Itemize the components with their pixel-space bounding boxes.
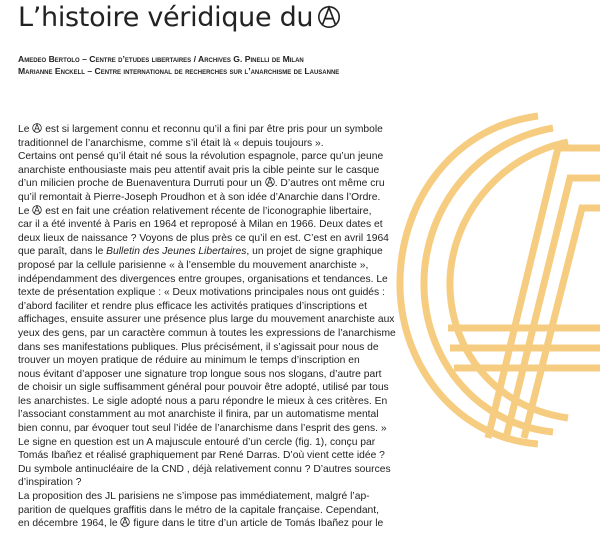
text-line: [18, 504, 600, 518]
text-line: [18, 123, 600, 137]
text-segment: Le: [18, 205, 33, 217]
text-segment: Le signe en question est un A majuscule entouré d’un cercle (fig. 1), conçu par: [18, 436, 376, 448]
text-segment: deux lieux de naissance ? Voyons de plus près ce qu’il en est. C’est en avril 1964: [18, 232, 389, 244]
circled-a-icon: [317, 5, 341, 29]
text-line: [18, 354, 600, 368]
text-segment: . D’autres ont même cru: [274, 178, 385, 190]
text-line: [18, 436, 600, 450]
text-segment: Du symbole antinucléaire de la CND , déjà relativement connu ? D’autres sources: [18, 463, 391, 475]
text-line: [18, 341, 600, 355]
text-segment: de choisir un sigle suffisamment général pour pouvoir être adopté, utilisé par tous: [18, 382, 389, 394]
text-segment: dans ses manifestations publiques. Plus précisément, il s’agissait pour nous de: [18, 341, 379, 353]
text-segment: anarchiste enthousiaste mais peu attentif avait pris la cible peinte sur le casque: [18, 164, 380, 176]
text-segment: affichages, ensuite assurer une présence plus large du mouvement anarchiste aux: [18, 314, 395, 326]
text-line: [18, 177, 600, 191]
author-line-1: Amedeo Bertolo – Centre d’etudes libertaires / Archives G. Pinelli de Milan: [18, 54, 304, 64]
text-segment: d’abord faciliter et rendre plus efficace les activités pratiques d’inscriptions et: [18, 300, 367, 312]
text-line: [18, 245, 600, 259]
text-line: [18, 327, 600, 341]
text-segment: bien connu, par évoquer tout seul l’idée de l’anarchisme dans l’esprit des gens. »: [18, 423, 387, 435]
text-segment: car il a été inventé à Paris en 1964 et reproposé à Milan en 1966. Deux dates et: [18, 219, 383, 231]
text-line: [18, 218, 600, 232]
text-line: [18, 164, 600, 178]
text-line: [18, 368, 600, 382]
text-segment: l’associant constamment au mot anarchiste il finira, par un automatisme mental: [18, 409, 379, 421]
circled-a-inline-icon: [120, 517, 130, 527]
text-segment: figure dans le titre d’un article de Tomás Ibañez pour le: [130, 518, 384, 530]
text-segment: nous évitant d’apposer une signature trop longue sous nos slogans, d’autre part: [18, 368, 382, 380]
text-line: [18, 300, 600, 314]
text-segment: trouver un moyen pratique de réduire au minimum le temps d’inscription en: [18, 355, 360, 367]
italic-title: Bulletin des Jeunes Libertaires: [106, 246, 247, 258]
text-segment: La proposition des JL parisiens ne s’impose pas immédiatement, malgré l’ap-: [18, 491, 370, 503]
text-line: [18, 273, 600, 287]
text-segment: traditionnel de l’anarchisme, comme s’il était là « depuis toujours ».: [18, 137, 324, 149]
text-line: [18, 422, 600, 436]
circled-a-inline-icon: [32, 205, 42, 215]
text-segment: proposé par la cellule parisienne « à l’ensemble du mouvement anarchiste »,: [18, 259, 369, 271]
text-segment: Le: [18, 124, 33, 135]
text-segment: d’un milicien proche de Buenaventura Durruti pour un: [18, 178, 265, 190]
text-segment: qu’il remontait à Pierre-Joseph Proudhon et à son idée d’Anarchie dans l’Ordre.: [18, 191, 381, 203]
title-text: L’histoire véridique du: [18, 2, 314, 33]
text-line: [18, 286, 600, 300]
text-line: [18, 313, 600, 327]
text-segment: indépendamment des divergences entre groupes, organisations et tendances. Le: [18, 273, 388, 285]
article-body: [18, 123, 600, 531]
text-line: [18, 381, 600, 395]
text-line: [18, 517, 600, 531]
authors-block: [18, 53, 339, 77]
text-segment: les anarchistes. Le sigle adopté nous a paru répondre le mieux à ces critères. En: [18, 395, 388, 407]
text-segment: texte de présentation explique : « Deux motivations principales nous ont guidés :: [18, 287, 385, 299]
text-segment: est si largement connu et reconnu qu’il a fini par être pris pour un symbole: [42, 124, 383, 135]
text-line: [18, 259, 600, 273]
author-line-2: Marianne Enckell – Centre international de recherches sur l’anarchisme de Lausanne: [18, 66, 340, 76]
text-segment: d’inspiration ?: [18, 477, 82, 489]
text-line: [18, 408, 600, 422]
text-segment: est en fait une création relativement récente de l’iconographie libertaire,: [42, 205, 372, 217]
text-segment: , un projet de signe graphique: [246, 246, 383, 258]
page-title: [18, 2, 341, 33]
text-line: [18, 150, 600, 164]
text-line: [18, 449, 600, 463]
text-segment: en décembre 1964, le: [18, 518, 121, 530]
text-line: [18, 490, 600, 504]
text-line: [18, 191, 600, 205]
text-segment: Tomás Ibañez et réalisé graphiquement par René Darras. D’où vient cette idée ?: [18, 450, 385, 462]
text-line: [18, 137, 600, 151]
text-line: [18, 463, 600, 477]
text-line: [18, 395, 600, 409]
circled-a-inline-icon: [32, 123, 42, 133]
text-line: [18, 476, 600, 490]
text-line: [18, 232, 600, 246]
text-segment: Certains ont pensé qu’il était né sous la révolution espagnole, parce qu’un jeune: [18, 151, 384, 163]
text-segment: parition de quelques graffitis dans le métro de la capitale française. Cependant,: [18, 504, 379, 516]
text-segment: que paraît, dans le: [18, 246, 107, 258]
circled-a-inline-icon: [265, 177, 275, 187]
text-line: [18, 205, 600, 219]
text-segment: yeux des gens, par un caractère commun à toutes les expressions de l’anarchisme: [18, 327, 396, 339]
